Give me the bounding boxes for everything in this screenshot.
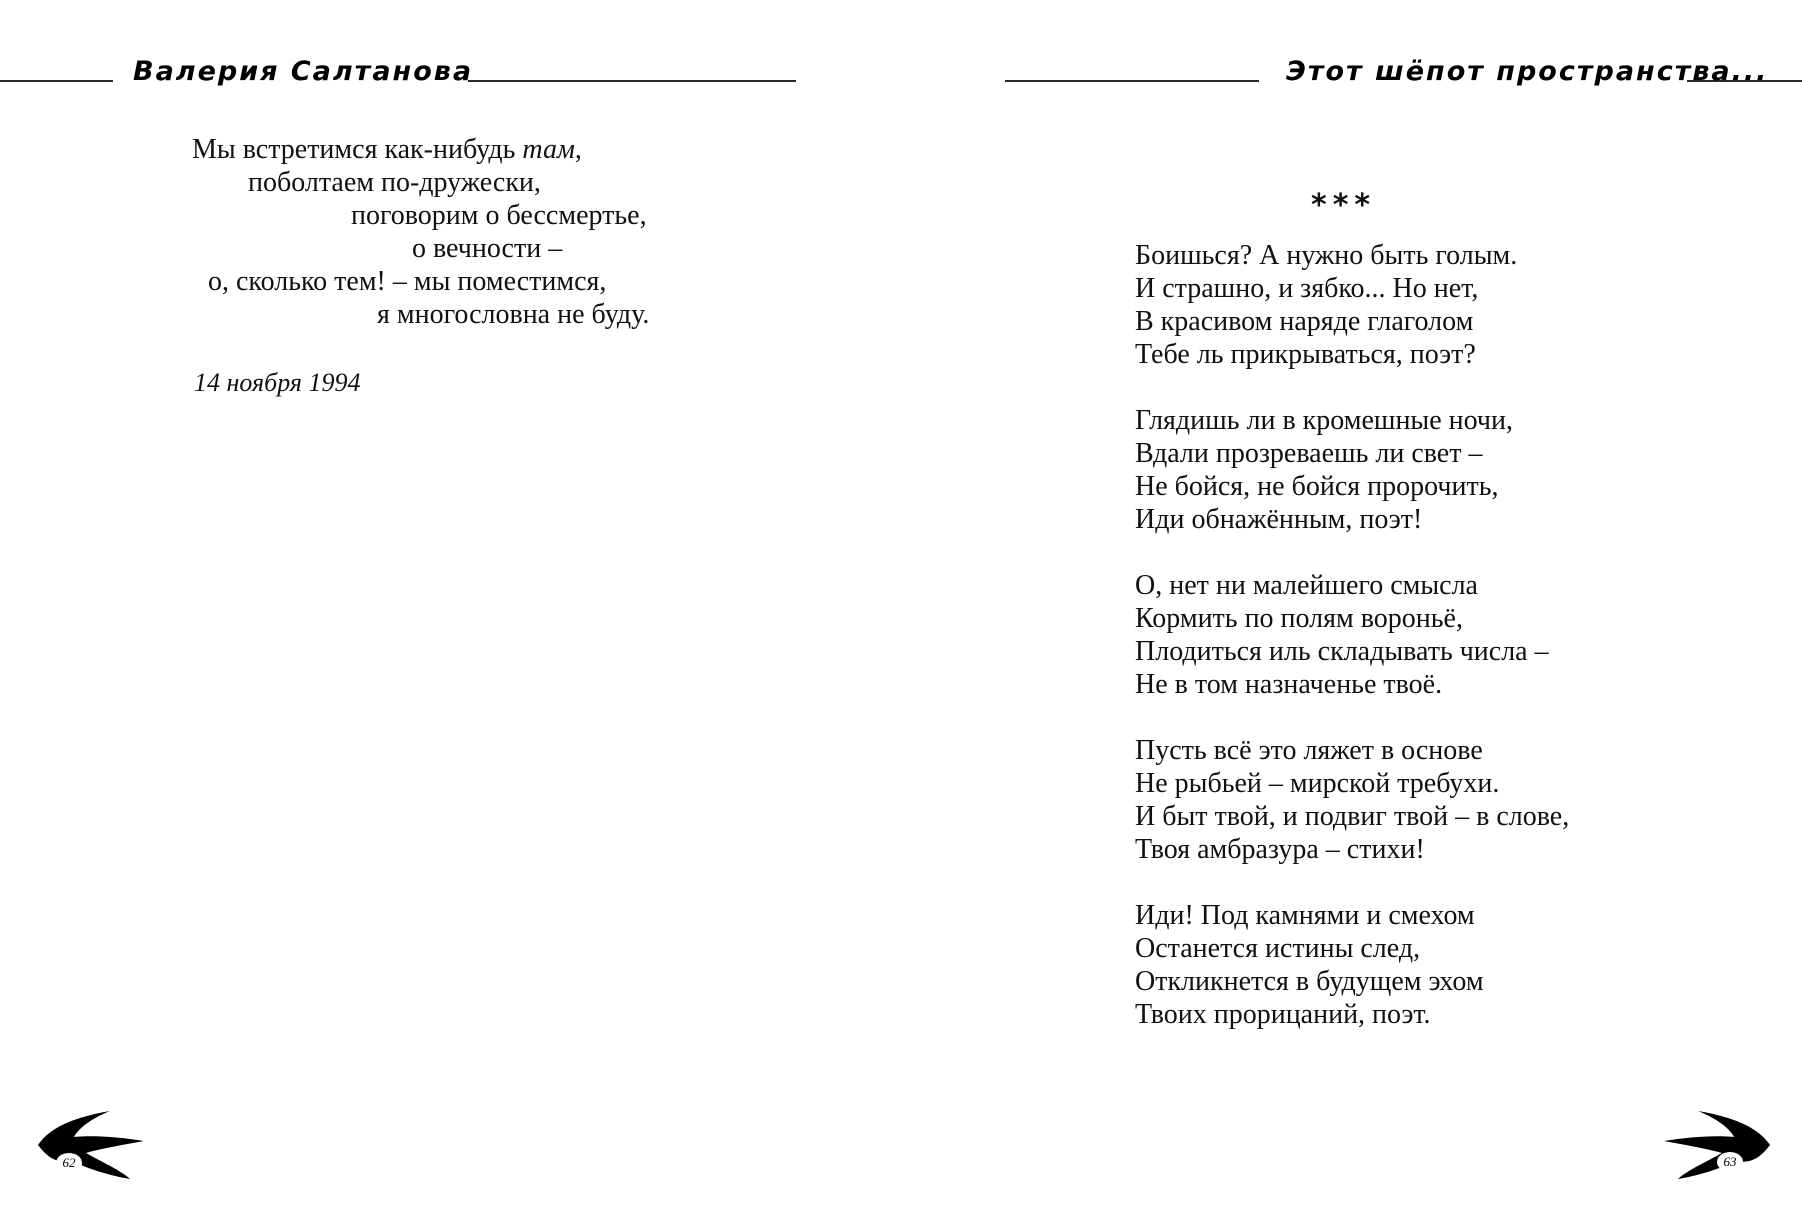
poem-separator-stars: ***	[1311, 188, 1377, 223]
poem-line: Не бойся, не бойся пророчить,	[1135, 471, 1499, 502]
poem-line: поболтаем по-дружески,	[248, 167, 541, 198]
poem-line: Тебе ль прикрываться, поэт?	[1135, 339, 1476, 370]
stanza	[1135, 404, 1569, 536]
swallow-icon	[1658, 1105, 1778, 1185]
poem-line: Глядишь ли в кромешные ночи,	[1135, 405, 1513, 436]
poem-line: Мы встретимся как-нибудь там,	[192, 134, 582, 165]
poem-line: Не в том назначенье твоё.	[1135, 669, 1443, 700]
right-poem	[1135, 239, 1569, 1064]
header-rule-right-inner	[1005, 80, 1259, 82]
running-header-book-title: Этот шёпот пространства...	[1286, 56, 1769, 87]
poem-line: Твоих прорицаний, поэт.	[1135, 999, 1431, 1030]
poem-line: Не рыбьей – мирской требухи.	[1135, 768, 1500, 799]
poem-line: поговорим о бессмертье,	[351, 200, 647, 231]
poem-line: В красивом наряде глаголом	[1135, 306, 1474, 337]
poem-line: Боишься? А нужно быть голым.	[1135, 240, 1518, 271]
poem-date: 14 ноября 1994	[194, 368, 361, 397]
poem-line: О, нет ни малейшего смысла	[1135, 570, 1478, 601]
poem-line: И страшно, и зябко... Но нет,	[1135, 273, 1479, 304]
poem-line: Иди! Под камнями и смехом	[1135, 900, 1475, 931]
poem-line: Кормить по полям вороньё,	[1135, 603, 1463, 634]
poem-line: Останется истины след,	[1135, 933, 1421, 964]
poem-line: Откликнется в будущем эхом	[1135, 966, 1484, 997]
page-number-right: 63	[1723, 1154, 1737, 1169]
poem-line: Плодиться иль складывать числа –	[1135, 636, 1549, 667]
poem-line: Пусть всё это ляжет в основе	[1135, 735, 1483, 766]
poem-line: Вдали прозреваешь ли свет –	[1135, 438, 1483, 469]
left-poem	[192, 133, 650, 331]
header-rule-left-outer	[0, 80, 113, 82]
poem-line-emphasis: там	[522, 134, 575, 165]
header-rule-left-inner	[468, 80, 796, 82]
poem-line: Твоя амбразура – стихи!	[1135, 834, 1425, 865]
poem-line: Иди обнажённым, поэт!	[1135, 504, 1423, 535]
poem-line: о вечности –	[412, 233, 563, 264]
stanza	[1135, 239, 1569, 371]
page-number-left: 62	[62, 1155, 76, 1170]
poem-line: я многословна не буду.	[377, 299, 650, 330]
swallow-icon	[30, 1105, 150, 1185]
stanza	[1135, 734, 1569, 866]
stanza	[1135, 569, 1569, 701]
stanza	[1135, 899, 1569, 1031]
poem-line: о, сколько тем! – мы поместимся,	[208, 266, 607, 297]
poem-line: И быт твой, и подвиг твой – в слове,	[1135, 801, 1570, 832]
running-header-author: Валерия Салтанова	[133, 56, 474, 87]
